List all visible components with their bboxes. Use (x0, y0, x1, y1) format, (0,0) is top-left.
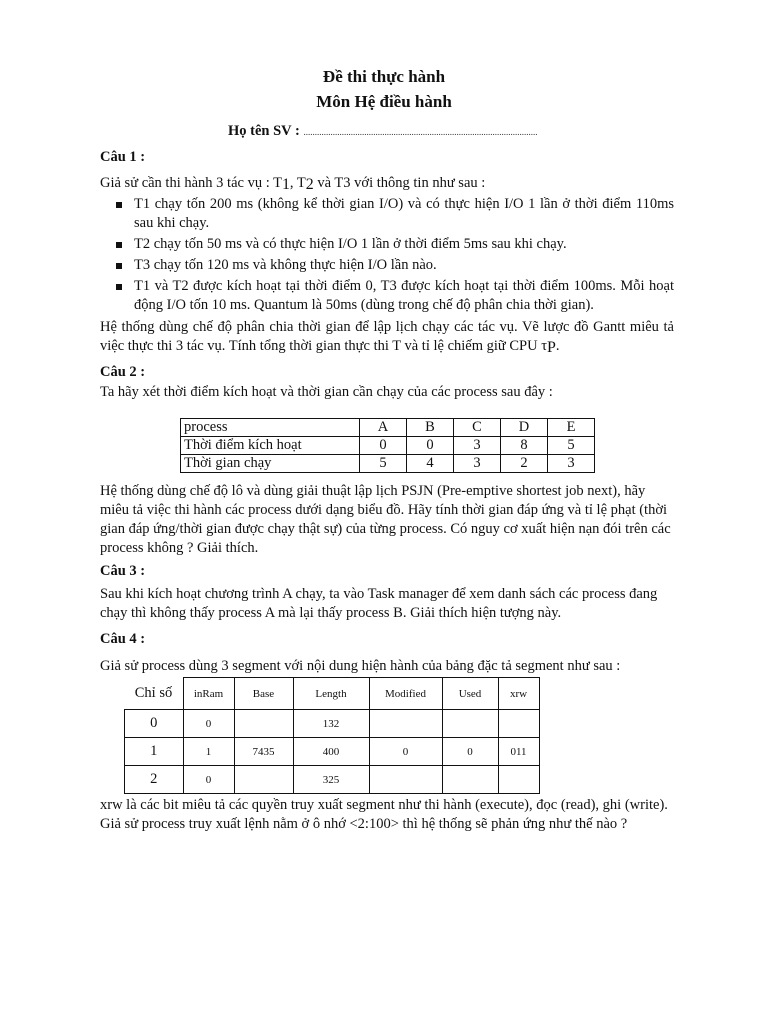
table-cell: xrw (498, 678, 539, 710)
table-row (125, 710, 540, 738)
q1-conclusion-text: Hệ thống dùng chế độ phân chia thời gian để lập lịch chạy các tác vụ. Vẽ lược đồ Gantt miêu tả việc thực thi 3 tác vụ. Tính tổng thời gian thực thi T và tỉ lệ chiếm giữ CPU (100, 319, 674, 354)
table-cell: 0 (183, 766, 234, 794)
table-cell (369, 710, 442, 738)
table-cell: 3 (454, 455, 501, 473)
student-name-line (228, 123, 537, 140)
table-row (125, 766, 540, 794)
table-cell: 2 (501, 455, 548, 473)
exam-title: Đề thi thực hành (322, 67, 446, 86)
table-cell: Chỉ số (134, 684, 173, 701)
table-cell (369, 766, 442, 794)
question-3-label: Câu 3 : (100, 563, 146, 579)
q1-tau-symbol: τ (541, 338, 548, 354)
table-cell: 0 (407, 437, 454, 455)
table-row (181, 455, 595, 473)
table-cell: C (454, 419, 501, 437)
question-1-label: Câu 1 : (100, 149, 146, 165)
table-cell: 0 (183, 710, 234, 738)
table-cell (498, 766, 539, 794)
table-cell: 2 (125, 766, 184, 794)
task-bullet-1: T1 chạy tốn 200 ms (không kể thời gian I/O) và có thực hiện I/O 1 lần ở thời điểm 110ms sau khi chạy. (114, 195, 674, 233)
task-bullet-2: T2 chạy tốn 50 ms và có thực hiện I/O 1 lần ở thời điểm 5ms sau khi chạy. (114, 235, 674, 254)
table-cell: 1 (125, 738, 184, 766)
q1-intro-part-c: và T3 với thông tin như sau : (313, 175, 486, 191)
q1-tau-sub: P (547, 339, 556, 356)
table-cell: 0 (369, 738, 442, 766)
table-cell: Base (234, 678, 293, 710)
table-cell: E (548, 419, 595, 437)
table-cell: 400 (293, 738, 369, 766)
student-name-blank: ........................................................................................................ (303, 127, 538, 137)
table-cell: A (360, 419, 407, 437)
q1-intro-part-b: , T (289, 175, 306, 191)
table-cell: B (407, 419, 454, 437)
table-cell: 4 (407, 455, 454, 473)
q1-intro-sub-1: 1 (281, 176, 290, 193)
student-name-label: Họ tên SV : (228, 123, 304, 139)
question-1-task-list (114, 195, 674, 317)
table-cell: Thời gian chạy (181, 455, 360, 473)
process-table (180, 418, 595, 473)
question-4-label: Câu 4 : (100, 631, 146, 647)
table-cell (442, 710, 498, 738)
table-row (125, 738, 540, 766)
table-cell (234, 710, 293, 738)
table-cell (498, 710, 539, 738)
q1-intro-part-a: Giả sử cần thi hành 3 tác vụ : T (100, 175, 282, 191)
table-cell: 7435 (234, 738, 293, 766)
table-cell: 0 (125, 710, 184, 738)
question-3-text: Sau khi kích hoạt chương trình A chạy, ta vào Task manager để xem danh sách các process đang chạy thì không thấy process A mà lại thấy process B. Giải thích hiện tượng này. (100, 586, 658, 621)
table-cell: 325 (293, 766, 369, 794)
table-cell (442, 766, 498, 794)
table-cell: 5 (360, 455, 407, 473)
segment-table (124, 677, 540, 794)
table-row (181, 419, 595, 437)
question-2-label: Câu 2 : (100, 364, 146, 380)
question-1-conclusion (100, 318, 674, 357)
table-row (125, 678, 540, 710)
table-cell: 3 (548, 455, 595, 473)
question-2-intro: Ta hãy xét thời điểm kích hoạt và thời gian cần chạy của các process sau đây : (100, 384, 553, 400)
table-cell: 0 (360, 437, 407, 455)
q1-intro-sub-2: 2 (305, 176, 314, 193)
table-cell: 8 (501, 437, 548, 455)
table-cell: 132 (293, 710, 369, 738)
question-2-text: Hệ thống dùng chế độ lô và dùng giải thuật lập lịch PSJN (Pre-emptive shortest job next), hãy miêu tả việc thi hành các process dưới dạng biểu đồ. Hãy tính thời gian đáp ứng và tỉ lệ phạt (thời gian đáp ứng/thời gian được chạy thật sự) của từng process. Có nguy cơ xuất hiện nạn đói trên các process không ? Giải thích. (100, 483, 671, 556)
table-cell: 5 (548, 437, 595, 455)
question-1-intro (100, 174, 674, 194)
course-title: Môn Hệ điều hành (316, 92, 452, 111)
table-cell: Used (442, 678, 498, 710)
task-bullet-3: T3 chạy tốn 120 ms và không thực hiện I/O lần nào. (114, 256, 674, 275)
table-cell: Length (293, 678, 369, 710)
table-cell (234, 766, 293, 794)
table-cell: 0 (442, 738, 498, 766)
table-cell: Thời điểm kích hoạt (181, 437, 360, 455)
table-cell: process (181, 419, 360, 437)
table-cell: 3 (454, 437, 501, 455)
question-4-intro: Giả sử process dùng 3 segment với nội dung hiện hành của bảng đặc tả segment như sau : (100, 658, 621, 674)
table-cell: 011 (498, 738, 539, 766)
table-cell: 1 (183, 738, 234, 766)
table-cell: inRam (183, 678, 234, 710)
q1-conclusion-end: . (555, 338, 560, 354)
table-cell: D (501, 419, 548, 437)
question-4-text: xrw là các bit miêu tả các quyền truy xuất segment như thi hành (execute), đọc (read), ghi (write). Giả sử process truy xuất lệnh nằm ở ô nhớ <2:100> thì hệ thống sẽ phản ứng như thế nào ? (100, 797, 668, 832)
task-bullet-4: T1 và T2 được kích hoạt tại thời điểm 0, T3 được kích hoạt tại thời điểm 100ms. Mỗi hoạt động I/O tốn 10 ms. Quantum là 50ms (dùng trong chế độ phân chia thời gian). (114, 277, 674, 315)
table-row (181, 437, 595, 455)
table-cell: Modified (369, 678, 442, 710)
